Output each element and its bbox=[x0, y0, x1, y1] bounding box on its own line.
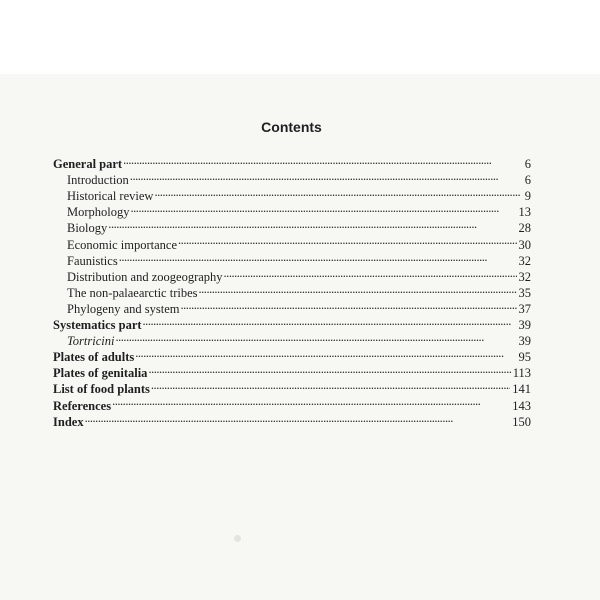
dot-leader bbox=[181, 297, 517, 313]
page-top-edge bbox=[0, 0, 600, 74]
toc-entry-page: 9 bbox=[524, 189, 531, 204]
dot-leader bbox=[108, 216, 516, 232]
dot-leader bbox=[199, 281, 517, 297]
toc-entry-page: 143 bbox=[512, 398, 531, 413]
toc-entry-general-part[interactable] bbox=[53, 152, 531, 172]
dot-leader bbox=[154, 184, 521, 200]
toc-entry-economic-importance[interactable] bbox=[53, 232, 531, 252]
toc-entry-label: Faunistics bbox=[67, 253, 118, 268]
toc-entry-tortricini[interactable] bbox=[53, 329, 531, 349]
dot-leader bbox=[143, 313, 517, 329]
toc-entry-page: 150 bbox=[512, 414, 531, 429]
dot-leader bbox=[112, 393, 510, 409]
dot-leader bbox=[135, 345, 516, 361]
toc-entry-label: Phylogeny and system bbox=[67, 301, 180, 316]
paper-smudge bbox=[234, 535, 241, 542]
table-of-contents bbox=[53, 152, 531, 429]
toc-entry-page: 113 bbox=[512, 366, 531, 381]
dot-leader bbox=[178, 232, 516, 248]
toc-entry-page: 13 bbox=[518, 205, 531, 220]
toc-entry-label: Systematics part bbox=[53, 318, 142, 333]
toc-entry-label: Historical review bbox=[67, 189, 154, 204]
toc-entry-label: References bbox=[53, 398, 112, 413]
toc-entry-label: Tortricini bbox=[67, 334, 115, 349]
dot-leader bbox=[115, 329, 516, 345]
toc-entry-label: Distribution and zoogeography bbox=[67, 269, 223, 284]
toc-entry-page: 35 bbox=[518, 285, 531, 300]
toc-entry-label: Plates of adults bbox=[53, 350, 135, 365]
page-title: Contents bbox=[261, 119, 322, 135]
toc-entry-biology[interactable] bbox=[53, 216, 531, 236]
dot-leader bbox=[151, 377, 510, 393]
toc-entry-page: 37 bbox=[518, 301, 531, 316]
toc-entry-plates-of-adults[interactable] bbox=[53, 345, 531, 365]
dot-leader bbox=[130, 168, 521, 184]
toc-entry-references[interactable] bbox=[53, 393, 531, 413]
toc-entry-label: Plates of genitalia bbox=[53, 366, 148, 381]
toc-entry-page: 39 bbox=[518, 334, 531, 349]
dot-leader bbox=[85, 410, 511, 426]
dot-leader bbox=[123, 152, 521, 168]
toc-entry-label: Introduction bbox=[67, 173, 129, 188]
toc-entry-label: Economic importance bbox=[67, 237, 178, 252]
toc-entry-page: 28 bbox=[518, 221, 531, 236]
dot-leader bbox=[131, 200, 517, 216]
dot-leader bbox=[224, 265, 517, 281]
toc-entry-page: 30 bbox=[518, 237, 531, 252]
toc-entry-page: 39 bbox=[518, 318, 531, 333]
toc-entry-label: List of food plants bbox=[53, 382, 150, 397]
toc-entry-distribution[interactable] bbox=[53, 265, 531, 284]
toc-entry-faunistics[interactable] bbox=[53, 249, 531, 268]
toc-entry-label: General part bbox=[53, 157, 123, 172]
toc-entry-label: The non-palaearctic tribes bbox=[67, 285, 198, 300]
toc-entry-page: 95 bbox=[518, 350, 531, 365]
toc-entry-label: Biology bbox=[67, 221, 108, 236]
toc-entry-label: Morphology bbox=[67, 205, 130, 220]
toc-entry-introduction[interactable] bbox=[53, 168, 531, 188]
toc-entry-page: 141 bbox=[512, 382, 531, 397]
toc-entry-label: Index bbox=[53, 414, 84, 429]
toc-entry-page: 32 bbox=[518, 269, 531, 284]
toc-entry-index[interactable] bbox=[53, 410, 531, 429]
toc-entry-page: 32 bbox=[518, 253, 531, 268]
dot-leader bbox=[119, 249, 517, 265]
toc-entry-page: 6 bbox=[524, 173, 531, 188]
toc-entry-page: 6 bbox=[524, 157, 531, 172]
dot-leader bbox=[148, 361, 510, 377]
